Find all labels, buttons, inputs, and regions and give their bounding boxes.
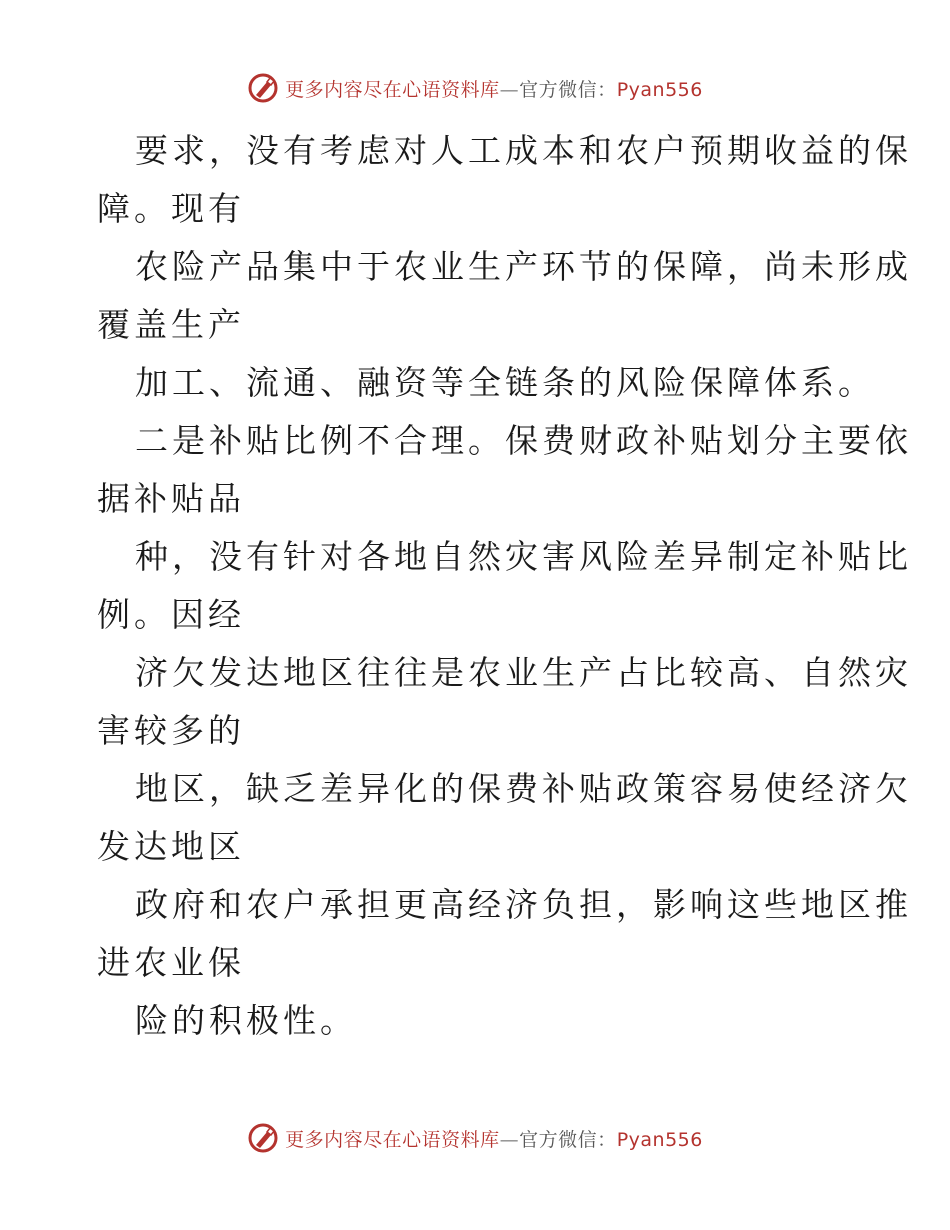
footer-watermark xyxy=(0,1122,950,1154)
body-line: 进农业保 xyxy=(97,943,245,982)
watermark-wechat-label: 官方微信： xyxy=(519,78,617,101)
body-line: 加工、流通、融资等全链条的风险保障体系。 xyxy=(135,363,875,402)
document-body xyxy=(97,122,912,1050)
pen-in-circle-icon xyxy=(247,72,279,104)
body-line: 农险产品集中于农业生产环节的保障，尚未形成 xyxy=(135,247,912,286)
watermark-dash: — xyxy=(499,78,520,101)
watermark-wechat-label: 官方微信： xyxy=(519,1128,617,1151)
body-line: 政府和农户承担更高经济负担，影响这些地区推 xyxy=(135,885,912,924)
body-line: 发达地区 xyxy=(97,827,245,866)
body-line: 险的积极性。 xyxy=(135,1001,357,1040)
body-line: 二是补贴比例不合理。保费财政补贴划分主要依 xyxy=(135,421,912,460)
watermark-site: 更多内容尽在心语资料库 xyxy=(285,1128,500,1151)
body-line: 例。因经 xyxy=(97,595,245,634)
pen-in-circle-icon xyxy=(247,1122,279,1154)
watermark-wechat-id: Pyan556 xyxy=(616,1128,703,1151)
body-line: 要求，没有考虑对人工成本和农户预期收益的保 xyxy=(135,131,912,170)
body-line: 据补贴品 xyxy=(97,479,245,518)
body-line: 障。现有 xyxy=(97,189,245,228)
body-line: 地区，缺乏差异化的保费补贴政策容易使经济欠 xyxy=(135,769,912,808)
header-watermark xyxy=(0,72,950,104)
watermark-site: 更多内容尽在心语资料库 xyxy=(285,78,500,101)
body-line: 害较多的 xyxy=(97,711,245,750)
body-line: 种，没有针对各地自然灾害风险差异制定补贴比 xyxy=(135,537,912,576)
watermark-dash: — xyxy=(499,1128,520,1151)
body-line: 覆盖生产 xyxy=(97,305,245,344)
body-line: 济欠发达地区往往是农业生产占比较高、自然灾 xyxy=(135,653,912,692)
watermark-wechat-id: Pyan556 xyxy=(616,78,703,101)
watermark-text xyxy=(285,75,703,102)
watermark-text xyxy=(285,1125,703,1152)
